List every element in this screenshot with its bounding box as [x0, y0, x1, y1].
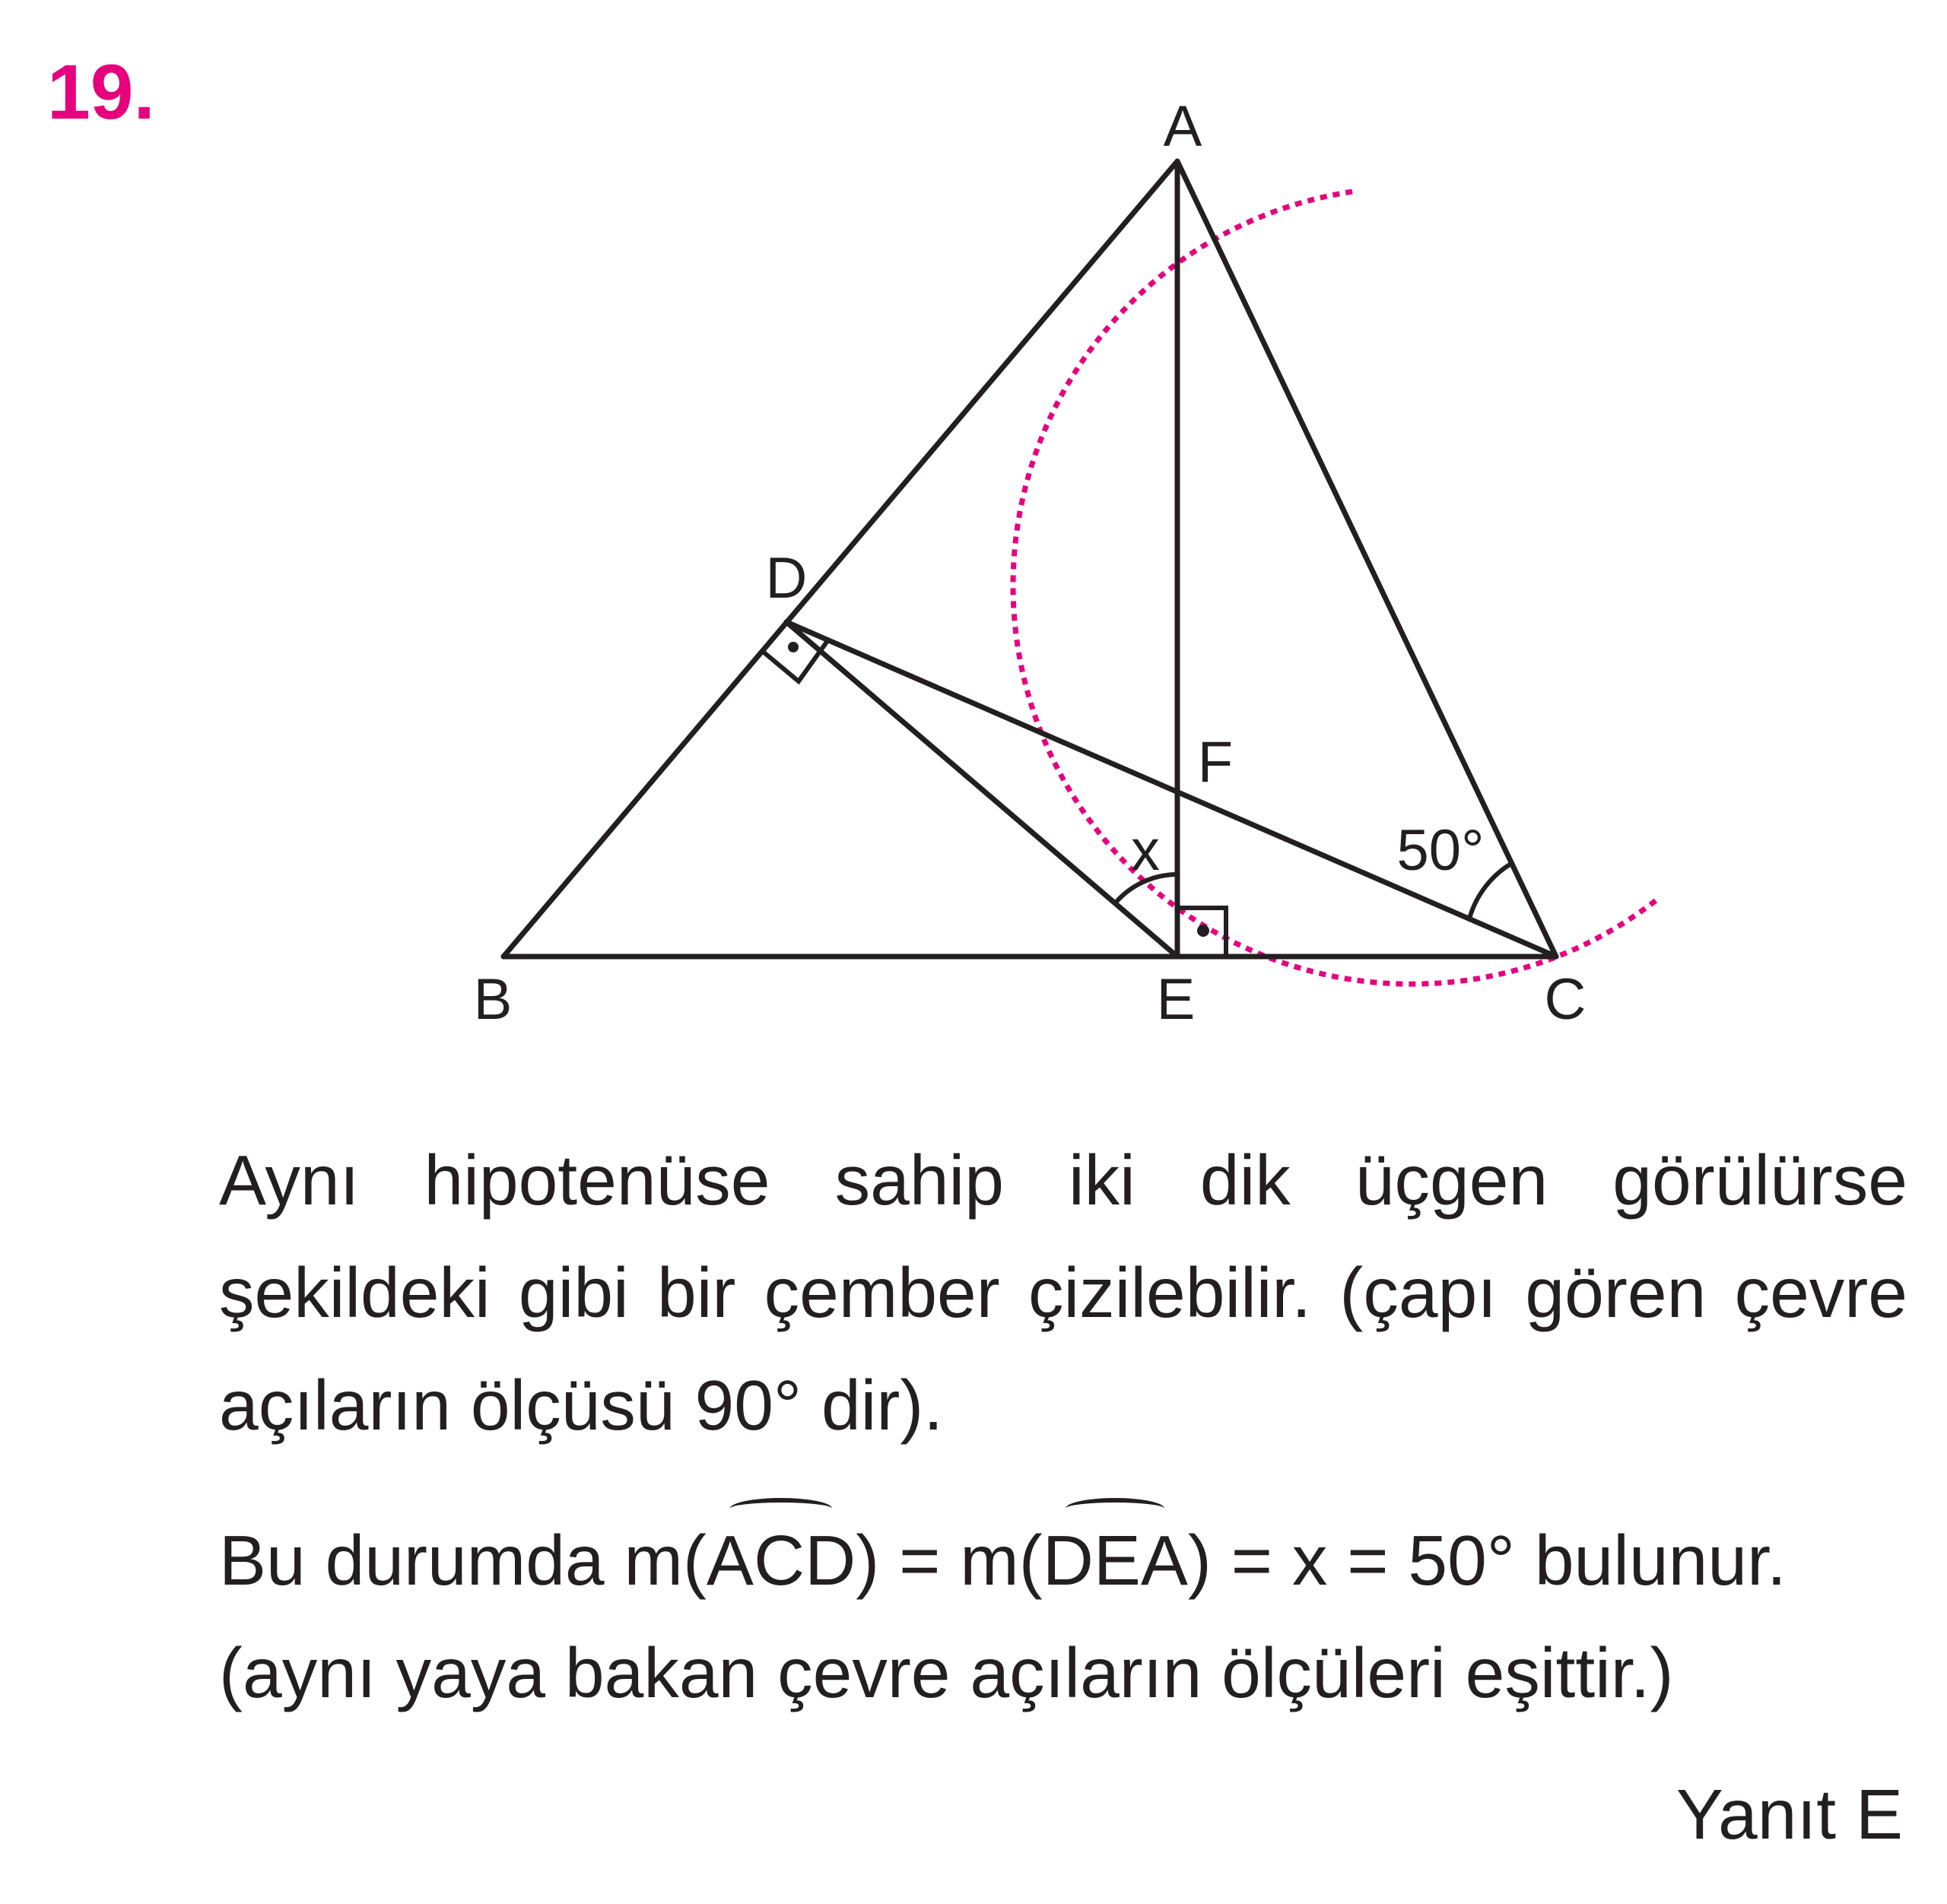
arc-ACD: ACD [707, 1504, 856, 1617]
solution-paragraph-3: (aynı yaya bakan çevre açıların ölçüleri eşittir.) [219, 1633, 1674, 1712]
label-A: A [1163, 94, 1202, 159]
solution-paragraph-1: Aynı hipotenüse sahip iki dik üçgen görülürse şekildeki gibi bir çember çizilebilir. (çapı gören çevre açıların ölçüsü 90° dir). [219, 1141, 1907, 1445]
segment-DE [786, 622, 1177, 957]
right-angle-dot-D [788, 642, 799, 652]
arc-DEA: DEA [1043, 1504, 1188, 1617]
label-C: C [1544, 967, 1587, 1032]
label-angle-50: 50° [1396, 818, 1485, 883]
p2-prefix: Bu durumda m( [219, 1521, 707, 1600]
circumcircle [1013, 192, 1658, 984]
label-D: D [765, 546, 808, 611]
answer-text: Yanıt E [1675, 1775, 1903, 1854]
segment-AB [503, 161, 1177, 957]
right-angle-dot-E [1197, 925, 1209, 937]
p2-suffix: ) = x = 50° bulunur. [1187, 1521, 1787, 1600]
p2-mid: ) = m( [856, 1521, 1043, 1600]
label-angle-x: x [1131, 818, 1160, 883]
label-F: F [1197, 730, 1234, 795]
label-B: B [473, 967, 513, 1032]
label-E: E [1156, 967, 1196, 1032]
solution-paragraph-2 [219, 1504, 1907, 1617]
segment-AC [1177, 161, 1556, 957]
question-number: 19. [47, 49, 155, 135]
